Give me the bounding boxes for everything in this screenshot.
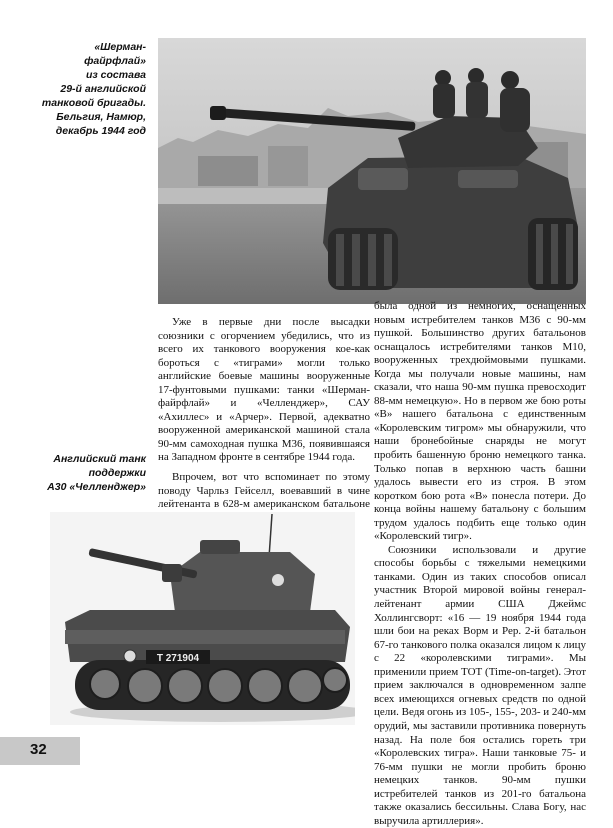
paragraph: Союзники использовали и другие способы борьбы с тяжелыми немецкими танками. Один из таких способов описал участник Второй мировой войны генерал-лейтенант армии США Джеймс Холлингсворт: «16 — 19 ноября 1944 года шли бои на реках Ворм и Рер. 2-й батальон 67-го танкового полка оказался лицом к лицу с 22 «королевскими тиграми». Мы применили прием ТОТ (Time-on-target). Этот прием заключался в одновременном залпе всех имеющихся огневых средств по одной цели. Ведя огонь из 105-, 155-, 203- и 240-мм орудий, мы заставили противника повернуть назад. На поле боя остались гореть три «Королевских тигра». Наши танковые 75- и 76-мм пушки не могли пробить броню немецких танков. 90-мм пушки истребителей танков из 201-го батальона также оказались бессильны. Слава Богу, нас выручила артиллерия». xyxy=(374,543,586,827)
sherman-firefly-photo xyxy=(158,38,586,304)
article-column-left xyxy=(158,316,370,525)
caption-line: файрфлай» xyxy=(84,55,146,67)
caption-line: поддержки xyxy=(88,467,146,479)
caption-line: из состава xyxy=(85,69,146,81)
caption-line: 29-й английской xyxy=(60,83,146,95)
caption-line: танковой бригады. xyxy=(41,97,146,109)
paragraph: Уже в первые дни после высадки союзники с огорчением убедились, что из всего их танкового вооружения кое-как бороться с «тиграми» могли только английские боевые машины вооруженные 17-фунтовыми пушками: танки «Шерман-файрфлай» и «Челленджер», САУ «Ахиллес» и «Арчер». Первой, адекватно вооруженной американской машиной стала 90-мм самоходная пушка М36, появившаяся на Западном фронте в сентябре 1944 года. xyxy=(158,316,370,464)
caption-line: Бельгия, Намюр, xyxy=(56,111,146,123)
caption-line: Английский танк xyxy=(53,453,146,465)
paragraph: была одной из немногих, оснащенных новым истребителем танков М36 с 90-мм пушкой. Большинство других батальонов оснащалось истребителями танков М10, вооруженных трехдюймовыми пушками. Когда мы получали новые машины, нам сказали, что наша 90-мм пушка превосходит 88-мм немецкую». Но в первом же бою роты «В» нашего батальона с единственным «Королевским тигром» мы обнаружили, что наши бронебойные снаряды не могут пробить башенную броню немецкого танка. Только попав в верхнюю часть башни удалось вывести его из строя. В этом коротком бою рота «В» понесла потери. До конца войны нашему батальону с большим трудом удалось подбить еще только один «Королевский тигр». xyxy=(374,300,586,543)
article-column-right xyxy=(374,300,586,828)
caption-line: «Шерман- xyxy=(94,41,146,53)
sherman-firefly-illustration xyxy=(158,38,586,304)
paragraph: Впрочем, вот что вспоминает по этому поводу Чарльз Гейселл, воевавший в чине лейтенанта в 628-м американском батальоне xyxy=(158,471,370,511)
page-number: 32 xyxy=(30,741,47,758)
tank-serial-number: T 271904 xyxy=(156,653,200,664)
photo-caption-sherman xyxy=(18,40,146,138)
caption-line: декабрь 1944 год xyxy=(55,125,146,137)
caption-line: А30 «Челленджер» xyxy=(47,481,146,493)
challenger-tank-photo xyxy=(50,512,355,725)
challenger-tank-illustration xyxy=(50,512,355,725)
photo-caption-challenger xyxy=(18,452,146,494)
